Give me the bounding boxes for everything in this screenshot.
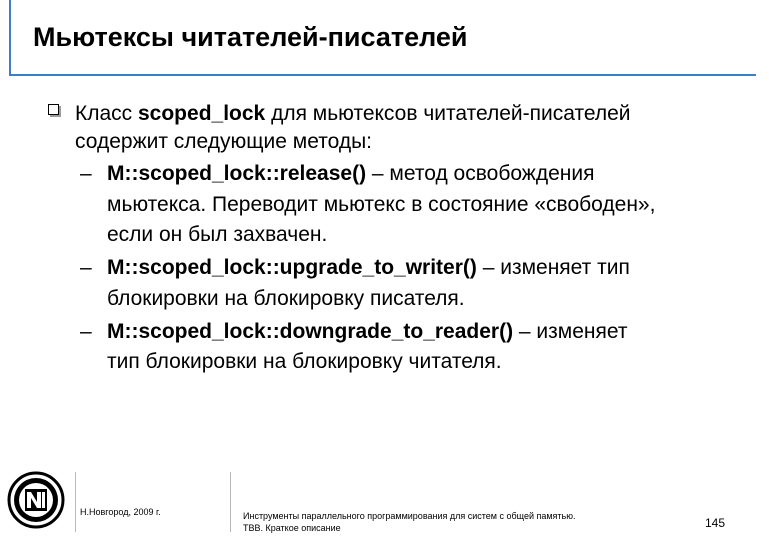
dash-1: – <box>80 162 92 185</box>
dash-3: – <box>80 320 92 343</box>
title-bar <box>9 0 756 76</box>
slide-title: Мьютексы читателей-писателей <box>33 22 468 52</box>
item-2-code: M::scoped_lock::upgrade_to_writer() <box>107 256 477 279</box>
item-1-line-2: мьютекса. Переводит мьютекс в состояние «свободен», <box>107 193 656 216</box>
footer-course-line-2: TBB. Краткое описание <box>243 523 341 533</box>
item-3-code: M::scoped_lock::downgrade_to_reader() <box>107 320 514 343</box>
item-2-desc-1: – изменяет тип <box>476 256 630 279</box>
footer-divider-center <box>230 472 231 532</box>
square-bullet-icon <box>48 104 59 115</box>
bullet-line-1-code: scoped_lock <box>138 102 266 125</box>
footer-course-line-1: Инструменты параллельного программирования для систем с общей памятью. <box>243 511 576 521</box>
page-number: 145 <box>705 516 726 530</box>
dash-2: – <box>80 256 92 279</box>
item-1-desc-1: – метод освобождения <box>366 162 595 185</box>
item-1-line-1 <box>107 162 594 186</box>
item-1-code: M::scoped_lock::release() <box>107 162 367 185</box>
item-3-line-1 <box>107 320 627 344</box>
footer-location-date: Н.Новгород, 2009 г. <box>80 507 161 517</box>
bullet-line-2: содержит следующие методы: <box>75 130 372 153</box>
bullet-line-1-post: для мьютексов читателей-писателей <box>265 102 631 125</box>
university-logo-icon <box>6 470 66 530</box>
footer-divider-left <box>75 472 76 532</box>
item-2-line-2: блокировки на блокировку писателя. <box>107 287 465 310</box>
item-2-line-1 <box>107 256 630 280</box>
item-3-line-2: тип блокировки на блокировку читателя. <box>107 350 502 373</box>
item-3-desc-1: – изменяет <box>513 320 628 343</box>
bullet-line-1 <box>75 102 630 126</box>
bullet-line-1-pre: Класс <box>75 102 138 125</box>
item-1-line-3: если он был захвачен. <box>107 223 328 246</box>
